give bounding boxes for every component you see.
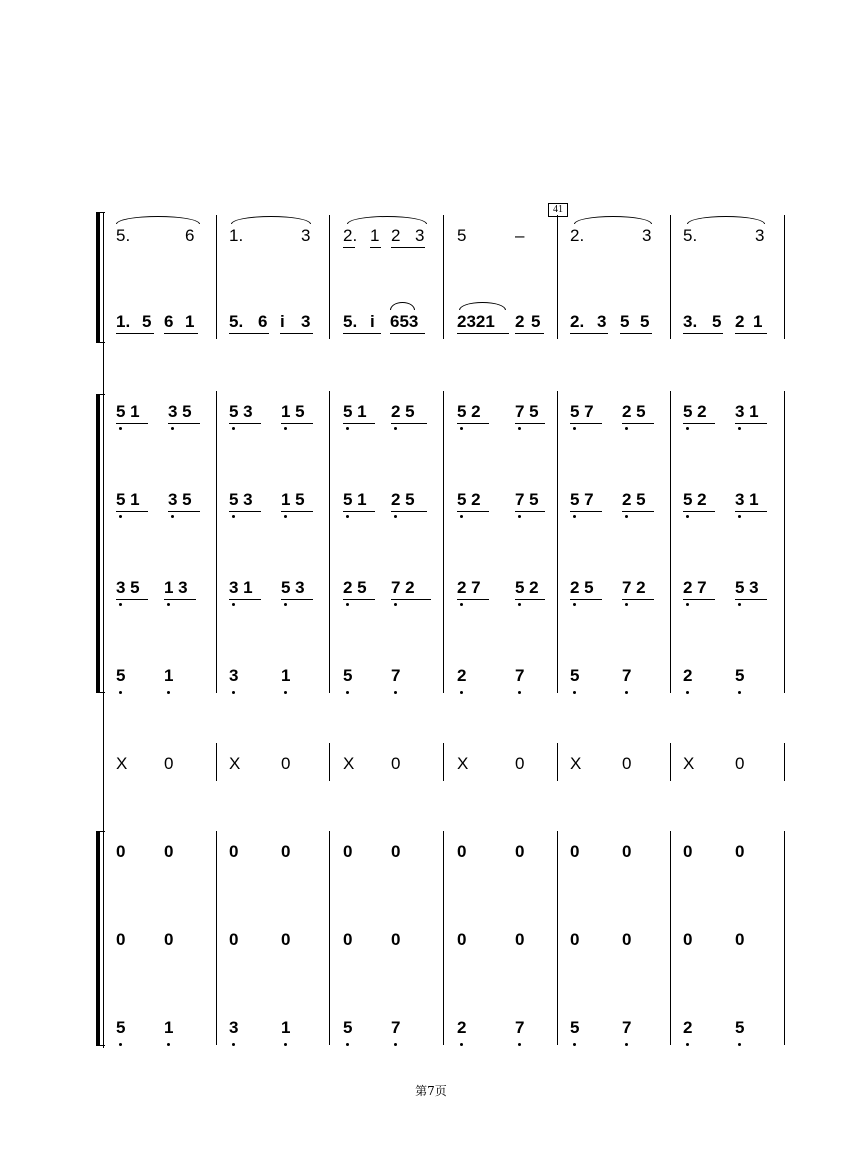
note: 5. (229, 312, 244, 331)
note: 0 (457, 930, 467, 949)
octave-dot (346, 515, 349, 518)
note: 6 (185, 226, 195, 245)
note: 3 5 (116, 578, 140, 597)
note: X (343, 754, 355, 773)
note: 0 (683, 930, 693, 949)
octave-dot (284, 603, 287, 606)
barline (784, 831, 785, 1045)
beam-underline (457, 333, 509, 334)
note: 3 1 (735, 490, 759, 509)
barline (329, 743, 330, 781)
octave-dot (119, 515, 122, 518)
octave-dot (284, 515, 287, 518)
beam-underline (515, 511, 545, 512)
note: 3 (597, 312, 607, 331)
note: 0 (515, 754, 525, 773)
beam-underline (390, 333, 425, 334)
barline (784, 391, 785, 693)
octave-dot (394, 515, 397, 518)
beam-underline (622, 599, 654, 600)
note: 2 5 (622, 490, 646, 509)
note: 5 2 (683, 402, 707, 421)
octave-dot (686, 691, 689, 694)
note: 1 (281, 666, 291, 685)
octave-dot (738, 1043, 741, 1046)
barline (216, 831, 217, 1045)
note: – (515, 226, 525, 245)
note: 3 (415, 226, 425, 245)
octave-dot (686, 1043, 689, 1046)
beam-underline (515, 333, 544, 334)
beam-underline (570, 333, 608, 334)
barline (670, 743, 671, 781)
note: 2 (391, 226, 401, 245)
note: 0 (281, 754, 291, 773)
note: 2 (515, 312, 525, 331)
octave-dot (625, 603, 628, 606)
octave-dot (573, 515, 576, 518)
note: 1 (281, 1018, 291, 1037)
octave-dot (232, 427, 235, 430)
octave-dot (625, 1043, 628, 1046)
beam-underline (622, 423, 654, 424)
barline (557, 391, 558, 693)
note: 1 (185, 312, 195, 331)
note: 2. (343, 226, 358, 245)
bracket-group-3 (96, 832, 100, 1046)
note: 5 2 (683, 490, 707, 509)
beam-underline (281, 511, 313, 512)
note: 0 (343, 930, 353, 949)
note: 3 (301, 226, 311, 245)
octave-dot (167, 691, 170, 694)
note: 5 (116, 1018, 126, 1037)
note: 5 1 (116, 402, 140, 421)
note: 7 (622, 666, 632, 685)
note: 2 7 (457, 578, 481, 597)
octave-dot (460, 603, 463, 606)
octave-dot (346, 603, 349, 606)
note: 3 (229, 666, 239, 685)
octave-dot (460, 515, 463, 518)
octave-dot (232, 603, 235, 606)
beam-underline (735, 599, 767, 600)
note: 7 (391, 1018, 401, 1037)
octave-dot (394, 1043, 397, 1046)
beam-underline (281, 423, 313, 424)
note: 2 5 (570, 578, 594, 597)
barline (557, 831, 558, 1045)
octave-dot (460, 1043, 463, 1046)
note: 0 (164, 754, 174, 773)
note: 5 (343, 666, 353, 685)
beam-underline (391, 247, 425, 248)
beam-underline (515, 423, 545, 424)
note: 0 (735, 754, 745, 773)
beam-underline (735, 511, 767, 512)
beam-underline (683, 599, 715, 600)
note: X (570, 754, 582, 773)
note: 5 7 (570, 402, 594, 421)
note: 5 3 (229, 490, 253, 509)
barline (329, 831, 330, 1045)
note: 0 (229, 930, 239, 949)
beam-underline (343, 599, 375, 600)
note: 5 1 (116, 490, 140, 509)
octave-dot (573, 691, 576, 694)
barline (670, 831, 671, 1045)
note: 5 1 (343, 490, 367, 509)
octave-dot (738, 427, 741, 430)
octave-dot (119, 691, 122, 694)
note: 0 (391, 754, 401, 773)
barline (670, 391, 671, 693)
note: 5 (735, 1018, 745, 1037)
note: 1. (116, 312, 131, 331)
note: 0 (622, 842, 632, 861)
note: 2 5 (391, 490, 415, 509)
barline (216, 215, 217, 339)
beam-underline (622, 511, 654, 512)
octave-dot (518, 603, 521, 606)
beam-underline (457, 599, 489, 600)
barline (443, 743, 444, 781)
barline (784, 215, 785, 339)
beam-underline (343, 333, 381, 334)
slur (347, 216, 427, 224)
note: 2 5 (391, 402, 415, 421)
octave-dot (573, 1043, 576, 1046)
note: 3 1 (735, 402, 759, 421)
slur (116, 216, 200, 224)
beam-underline (343, 423, 375, 424)
beam-underline (281, 599, 313, 600)
octave-dot (119, 427, 122, 430)
note: 5. (683, 226, 698, 245)
octave-dot (284, 1043, 287, 1046)
note: 7 5 (515, 490, 539, 509)
beam-underline (229, 423, 261, 424)
slur (231, 216, 311, 224)
note: 1 (753, 312, 763, 331)
note: 5 3 (281, 578, 305, 597)
barline (443, 391, 444, 693)
beam-underline (116, 423, 148, 424)
note: 1 (164, 1018, 174, 1037)
note: 1 (370, 226, 380, 245)
note: 7 (622, 1018, 632, 1037)
note: 3 5 (168, 402, 192, 421)
octave-dot (284, 427, 287, 430)
note: 1. (229, 226, 244, 245)
system-line (103, 213, 104, 1048)
note: 0 (343, 842, 353, 861)
barline (216, 391, 217, 693)
note: 6 (258, 312, 268, 331)
beam-underline (229, 333, 269, 334)
octave-dot (284, 691, 287, 694)
beam-underline (116, 599, 148, 600)
note: 0 (164, 930, 174, 949)
octave-dot (738, 603, 741, 606)
octave-dot (573, 603, 576, 606)
octave-dot (167, 1043, 170, 1046)
octave-dot (346, 427, 349, 430)
note: 0 (281, 842, 291, 861)
rehearsal-mark: 41 (548, 203, 568, 217)
note: 2. (570, 312, 585, 331)
beam-underline (570, 599, 602, 600)
note: 0 (391, 930, 401, 949)
beam-underline (683, 511, 715, 512)
note: 0 (116, 842, 126, 861)
octave-dot (346, 1043, 349, 1046)
beam-underline (457, 423, 489, 424)
beam-underline (620, 333, 652, 334)
note: 5 (640, 312, 650, 331)
slur (390, 302, 415, 310)
note: 0 (735, 842, 745, 861)
octave-dot (167, 603, 170, 606)
octave-dot (394, 691, 397, 694)
note: 2321 (457, 312, 495, 331)
barline (329, 215, 330, 339)
barline (670, 215, 671, 339)
beam-underline (168, 423, 200, 424)
note: 3 1 (229, 578, 253, 597)
octave-dot (573, 427, 576, 430)
barline (443, 215, 444, 339)
note: 2 (683, 666, 693, 685)
beam-underline (391, 423, 427, 424)
octave-dot (686, 427, 689, 430)
beam-underline (457, 511, 489, 512)
bracket-group-2 (96, 395, 100, 693)
octave-dot (686, 515, 689, 518)
note: 2 7 (683, 578, 707, 597)
beam-underline (683, 333, 723, 334)
octave-dot (625, 427, 628, 430)
note: 7 2 (391, 578, 415, 597)
beam-underline (570, 511, 602, 512)
note: 5 3 (229, 402, 253, 421)
note: 7 5 (515, 402, 539, 421)
note: 0 (570, 930, 580, 949)
octave-dot (518, 691, 521, 694)
note: 0 (164, 842, 174, 861)
octave-dot (518, 515, 521, 518)
beam-underline (164, 599, 196, 600)
octave-dot (460, 427, 463, 430)
beam-underline (116, 333, 154, 334)
note: 2 (457, 666, 467, 685)
octave-dot (346, 691, 349, 694)
note: 5 (343, 1018, 353, 1037)
note: 5. (343, 312, 358, 331)
note: 7 (515, 666, 525, 685)
note: 5 1 (343, 402, 367, 421)
note: 5 (620, 312, 630, 331)
note: 1 3 (164, 578, 188, 597)
barline (216, 743, 217, 781)
note: 1 5 (281, 402, 305, 421)
beam-underline (735, 333, 767, 334)
note: 5 (116, 666, 126, 685)
octave-dot (625, 515, 628, 518)
octave-dot (232, 691, 235, 694)
note: 5. (116, 226, 131, 245)
slur (574, 216, 652, 224)
note: 0 (570, 842, 580, 861)
beam-underline (515, 599, 545, 600)
note: 0 (391, 842, 401, 861)
beam-underline (280, 333, 313, 334)
note: i (370, 312, 375, 331)
note: 5 (735, 666, 745, 685)
beam-underline (164, 333, 198, 334)
beam-underline (229, 599, 261, 600)
octave-dot (686, 603, 689, 606)
barline (329, 391, 330, 693)
note: 5 (712, 312, 722, 331)
beam-underline (229, 511, 261, 512)
beam-underline (683, 423, 715, 424)
octave-dot (394, 427, 397, 430)
note: 5 (570, 1018, 580, 1037)
octave-dot (171, 515, 174, 518)
octave-dot (232, 515, 235, 518)
note: 0 (735, 930, 745, 949)
note: 5 (570, 666, 580, 685)
octave-dot (460, 691, 463, 694)
note: 0 (281, 930, 291, 949)
octave-dot (119, 603, 122, 606)
octave-dot (738, 691, 741, 694)
note: 5 2 (457, 402, 481, 421)
note: 3 5 (168, 490, 192, 509)
note: 3 (229, 1018, 239, 1037)
slur (459, 302, 506, 310)
beam-underline (570, 423, 602, 424)
note: 5 (457, 226, 467, 245)
note: 5 (142, 312, 152, 331)
octave-dot (232, 1043, 235, 1046)
barline (557, 215, 558, 339)
note: 0 (683, 842, 693, 861)
barline (784, 743, 785, 781)
note: 0 (116, 930, 126, 949)
barline (443, 831, 444, 1045)
note: X (116, 754, 128, 773)
note: 0 (457, 842, 467, 861)
note: 3. (683, 312, 698, 331)
note: 0 (515, 930, 525, 949)
barline (557, 743, 558, 781)
note: 5 7 (570, 490, 594, 509)
bracket-group-1 (96, 213, 100, 343)
beam-underline (168, 511, 200, 512)
note: 3 (755, 226, 765, 245)
note: 0 (622, 930, 632, 949)
note: i (280, 312, 285, 331)
beam-underline (343, 511, 375, 512)
note: 2 (735, 312, 745, 331)
note: 653 (390, 312, 419, 331)
page-number: 第7页 (415, 1084, 447, 1098)
note: 7 (391, 666, 401, 685)
note: 7 (515, 1018, 525, 1037)
note: 5 (531, 312, 541, 331)
note: 1 (164, 666, 174, 685)
note: 3 (642, 226, 652, 245)
note: 2 5 (622, 402, 646, 421)
note: 5 3 (735, 578, 759, 597)
note: 2 5 (343, 578, 367, 597)
beam-underline (391, 599, 431, 600)
octave-dot (625, 691, 628, 694)
note: 0 (622, 754, 632, 773)
beam-underline (116, 511, 148, 512)
slur (687, 216, 765, 224)
beam-underline (343, 247, 355, 248)
octave-dot (171, 427, 174, 430)
octave-dot (394, 603, 397, 606)
note: 6 (164, 312, 174, 331)
octave-dot (518, 427, 521, 430)
note: 7 2 (622, 578, 646, 597)
note: 5 2 (457, 490, 481, 509)
note: X (229, 754, 241, 773)
beam-underline (735, 423, 767, 424)
note: 5 2 (515, 578, 539, 597)
note: X (457, 754, 469, 773)
note: 3 (301, 312, 311, 331)
note: 0 (515, 842, 525, 861)
beam-underline (391, 511, 427, 512)
note: 2 (683, 1018, 693, 1037)
beam-underline (370, 247, 381, 248)
octave-dot (119, 1043, 122, 1046)
octave-dot (738, 515, 741, 518)
note: 2 (457, 1018, 467, 1037)
note: 1 5 (281, 490, 305, 509)
note: 0 (229, 842, 239, 861)
note: X (683, 754, 695, 773)
note: 2. (570, 226, 585, 245)
octave-dot (518, 1043, 521, 1046)
